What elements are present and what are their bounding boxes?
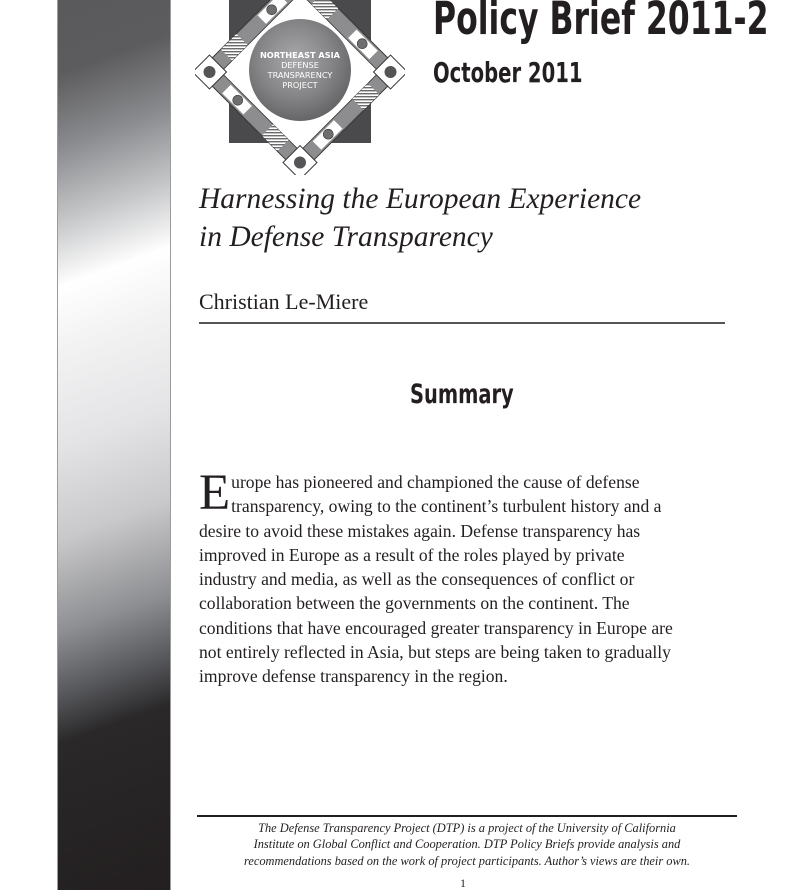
author-name: Christian Le-Miere bbox=[199, 289, 369, 314]
footer-note bbox=[197, 820, 737, 869]
author-divider bbox=[199, 322, 725, 324]
logo-text-line-4: PROJECT bbox=[282, 80, 318, 90]
summary-body bbox=[199, 465, 679, 689]
footer-line-3: recommendations based on the work of project participants. Author’s views are their own. bbox=[243, 853, 691, 868]
dtp-logo bbox=[195, 0, 405, 175]
document-title-line-1: Harnessing the European Experience bbox=[199, 183, 642, 215]
summary-heading: Summary bbox=[410, 379, 514, 410]
document-title-line-2: in Defense Transparency bbox=[199, 221, 493, 253]
footer-line-2: Institute on Global Conflict and Cooperation. DTP Policy Briefs provide analysis and bbox=[253, 837, 681, 852]
drop-cap: E bbox=[199, 465, 231, 521]
logo-text-line-2: DEFENSE bbox=[281, 60, 319, 70]
logo-text-line-3: TRANSPARENCY bbox=[267, 70, 333, 80]
summary-text: urope has pioneered and championed the cause of defense transparency, owing to the continent’s turbulent history and a desire to avoid these mistakes again. Defense transparency has improved in Europe as a result of the roles played by private industry and media, as well as the consequences of conflict or collaboration between the governments on the continent. The conditions that have encouraged greater transparency in Europe are not entirely reflected in Asia, but steps are being taken to gradually improve defense transparency in the region. bbox=[199, 472, 673, 687]
logo-text-line-1: NORTHEAST ASIA bbox=[259, 50, 341, 60]
policy-brief-title: Policy Brief 2011-2 bbox=[433, 0, 769, 45]
publication-date: October 2011 bbox=[433, 56, 583, 89]
document-title bbox=[199, 180, 641, 256]
footer-line-1: The Defense Transparency Project (DTP) is a project of the University of California bbox=[258, 821, 676, 835]
page-number: 1 bbox=[460, 876, 466, 890]
footer-divider bbox=[197, 815, 737, 817]
decorative-side-bar bbox=[57, 0, 171, 890]
